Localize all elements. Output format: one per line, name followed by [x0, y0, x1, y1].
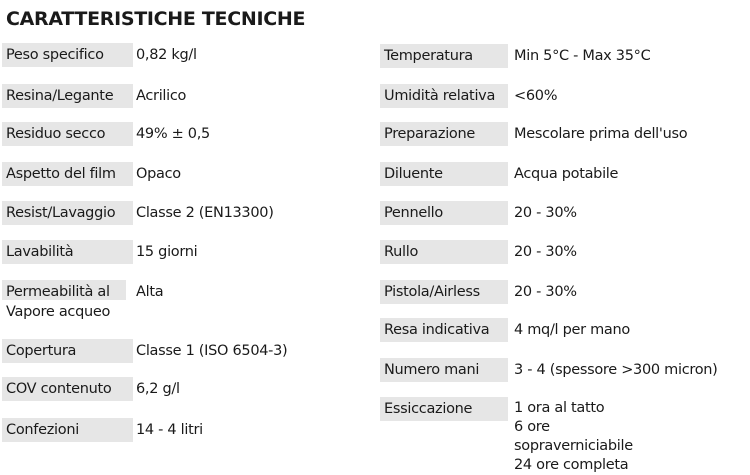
spec-label: Resina/Legante — [2, 84, 133, 108]
spec-label: Resist/Lavaggio — [2, 201, 133, 225]
spec-value: 4 mq/l per mano — [514, 322, 630, 338]
spec-value: 1 ora al tatto 6 ore sopraverniciabile 24 ore completa — [514, 400, 633, 473]
spec-value: Opaco — [136, 166, 181, 182]
spec-label: Peso specifico — [2, 43, 133, 67]
spec-value: 3 - 4 (spessore >300 micron) — [514, 362, 718, 378]
spec-label: Pistola/Airless — [380, 280, 508, 304]
spec-label: Umidità relativa — [380, 84, 508, 108]
spec-label: Confezioni — [2, 418, 133, 442]
spec-label: Copertura — [2, 339, 133, 363]
spec-label: COV contenuto — [2, 377, 133, 401]
spec-value: Acrilico — [136, 88, 187, 104]
spec-label: Diluente — [380, 162, 508, 186]
spec-label: Lavabilità — [2, 240, 133, 264]
spec-label: Preparazione — [380, 122, 508, 146]
spec-label: Essiccazione — [380, 397, 508, 421]
spec-value: 20 - 30% — [514, 284, 577, 300]
section-title: CARATTERISTICHE TECNICHE — [6, 8, 306, 30]
spec-value: Classe 2 (EN13300) — [136, 205, 274, 221]
spec-label: Rullo — [380, 240, 508, 264]
spec-value: Alta — [136, 284, 164, 300]
spec-value: 0,82 kg/l — [136, 47, 197, 63]
spec-label: Permeabilità al Vapore acqueo — [2, 280, 126, 324]
spec-value: 14 - 4 litri — [136, 422, 203, 438]
spec-label: Pennello — [380, 201, 508, 225]
spec-value: <60% — [514, 88, 558, 104]
spec-label: Numero mani — [380, 358, 508, 382]
spec-value: Mescolare prima dell'uso — [514, 126, 688, 142]
spec-label: Resa indicativa — [380, 318, 508, 342]
spec-label: Residuo secco — [2, 122, 133, 146]
spec-value: 20 - 30% — [514, 244, 577, 260]
spec-value: Min 5°C - Max 35°C — [514, 48, 651, 64]
spec-value: Acqua potabile — [514, 166, 619, 182]
spec-value: 6,2 g/l — [136, 381, 180, 397]
spec-value: 49% ± 0,5 — [136, 126, 210, 142]
spec-label: Aspetto del film — [2, 162, 133, 186]
spec-value: 15 giorni — [136, 244, 198, 260]
spec-value: Classe 1 (ISO 6504-3) — [136, 343, 288, 359]
spec-value: 20 - 30% — [514, 205, 577, 221]
spec-label: Temperatura — [380, 44, 508, 68]
